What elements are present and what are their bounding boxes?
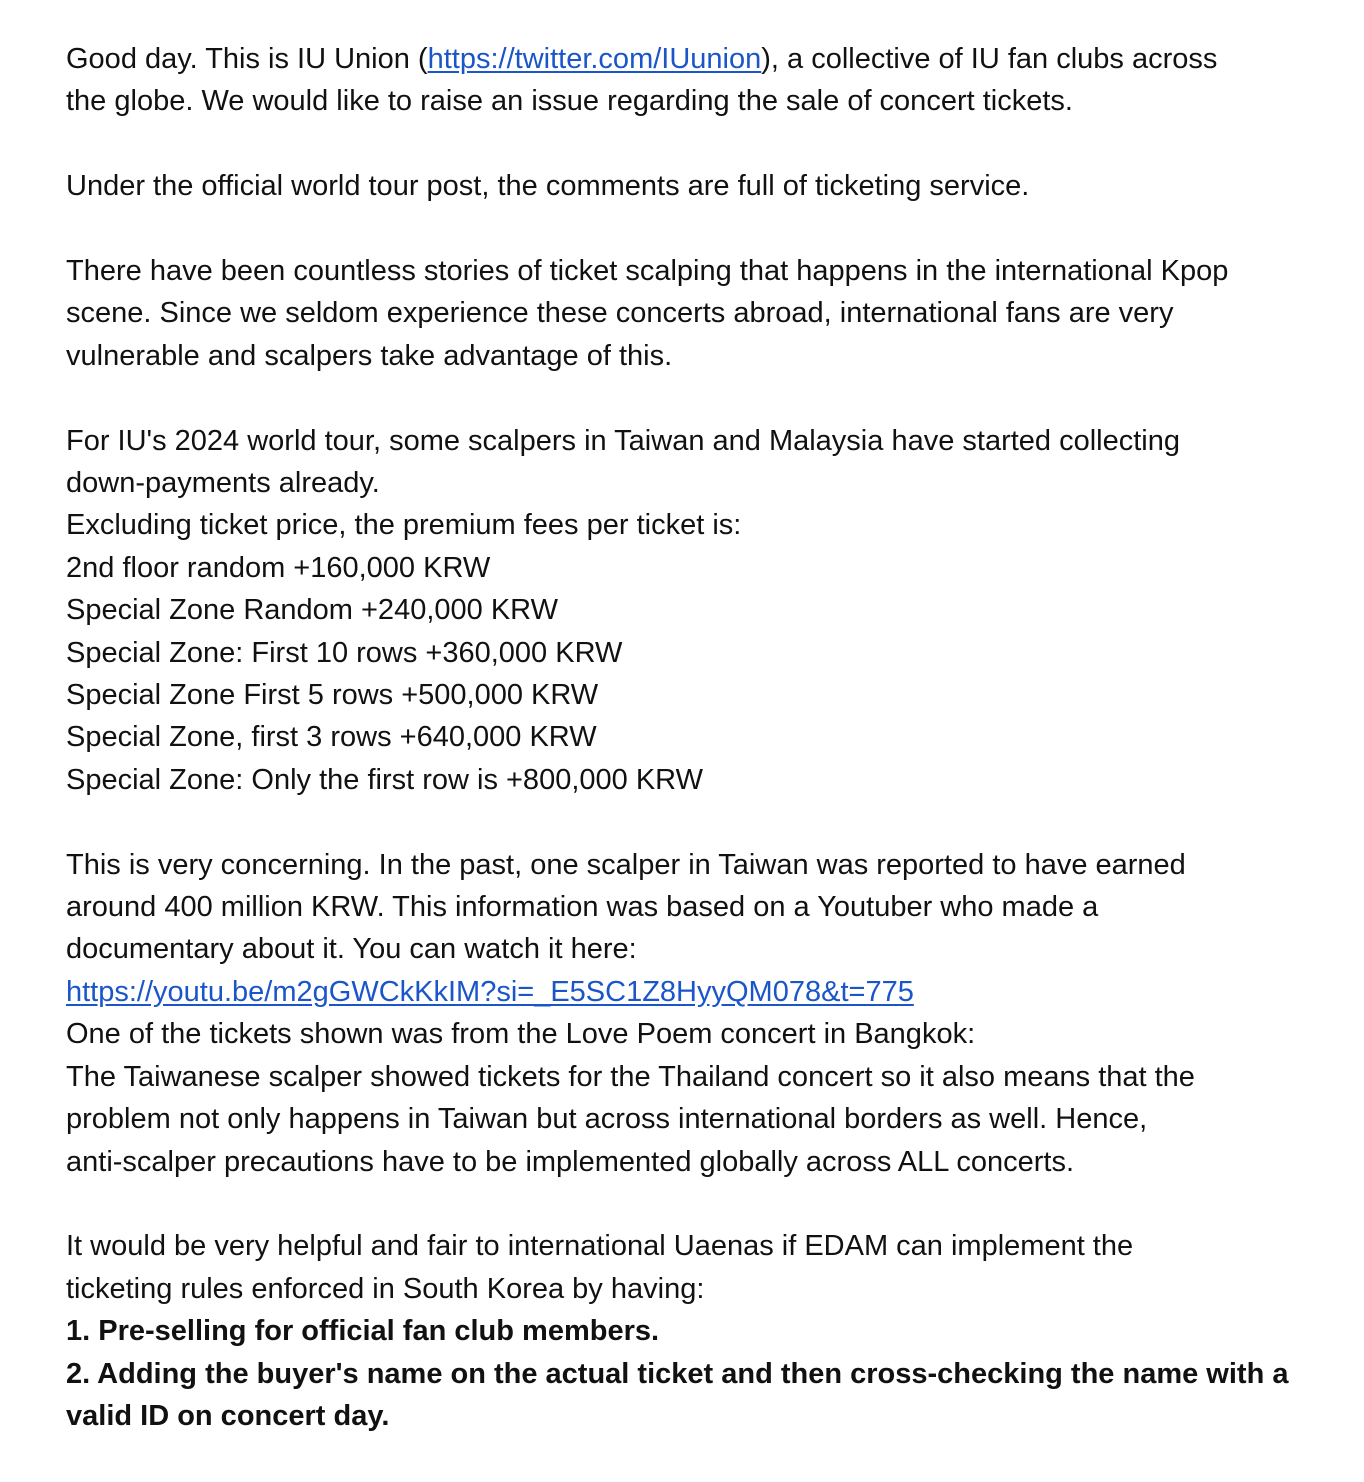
comments-paragraph <box>66 165 1336 207</box>
intro-text-after-link: ), a collective of IU fan clubs across <box>761 43 1218 75</box>
concern-line: This is very concerning. In the past, one scalper in Taiwan was reported to have earned <box>66 848 1186 881</box>
fee-item: Special Zone First 5 rows +500,000 KRW <box>66 679 599 712</box>
fee-item: Special Zone: First 10 rows +360,000 KRW <box>66 636 623 669</box>
intro-text-before-link: Good day. This is IU Union ( <box>66 43 428 75</box>
scalping-line: There have been countless stories of ticket scalping that happens in the international Kpop <box>66 255 1229 287</box>
request-line: ticketing rules enforced in South Korea by having: <box>66 1272 705 1305</box>
comments-line: Under the official world tour post, the comments are full of ticketing service. <box>66 170 1030 203</box>
request-line: It would be very helpful and fair to international Uaenas if EDAM can implement the <box>66 1230 1134 1263</box>
email-body <box>66 38 1336 1480</box>
concern-line: problem not only happens in Taiwan but across international borders as well. Hence, <box>66 1103 1148 1136</box>
fee-item: Special Zone: Only the first row is +800,000 KRW <box>66 763 703 796</box>
youtube-link[interactable]: https://youtu.be/m2gGWCkKkIM?si=_E5SC1Z8HyyQM078&t=775 <box>66 975 914 1008</box>
concern-line: One of the tickets shown was from the Love Poem concert in Bangkok: <box>66 1018 976 1051</box>
fee-item: Special Zone Random +240,000 KRW <box>66 594 558 627</box>
scalping-line: scene. Since we seldom experience these concerts abroad, international fans are very <box>66 297 1174 330</box>
concern-line: around 400 million KRW. This information was based on a Youtuber who made a <box>66 891 1099 924</box>
fee-item: 2nd floor random +160,000 KRW <box>66 551 491 584</box>
tour-line: down-payments already. <box>66 467 380 500</box>
concern-line: anti-scalper precautions have to be implemented globally across ALL concerts. <box>66 1145 1075 1178</box>
concern-line: documentary about it. You can watch it here: <box>66 933 637 966</box>
scalping-line: vulnerable and scalpers take advantage of this. <box>66 339 673 372</box>
fee-item: Special Zone, first 3 rows +640,000 KRW <box>66 721 597 754</box>
tour-line: For IU's 2024 world tour, some scalpers in Taiwan and Malaysia have started collecting <box>66 424 1180 457</box>
intro-line-1 <box>66 38 1336 80</box>
scalping-paragraph <box>66 250 1336 377</box>
fees-heading: Excluding ticket price, the premium fees per ticket is: <box>66 509 742 542</box>
request-paragraph <box>66 1225 1336 1437</box>
concern-line: The Taiwanese scalper showed tickets for the Thailand concert so it also means that the <box>66 1060 1195 1093</box>
youtube-link-line <box>66 971 1336 1013</box>
request-item-presale: 1. Pre-selling for official fan club members. <box>66 1315 660 1348</box>
request-item-name-check: 2. Adding the buyer's name on the actual ticket and then cross-checking the name with a <box>66 1357 1289 1390</box>
request-item-name-check-cont: valid ID on concert day. <box>66 1399 390 1432</box>
twitter-link[interactable]: https://twitter.com/IUunion <box>427 43 762 75</box>
intro-line-2: the globe. We would like to raise an issue regarding the sale of concert tickets. <box>66 85 1073 118</box>
intro-paragraph <box>66 38 1336 123</box>
concern-paragraph <box>66 844 1336 1183</box>
tour-fees-paragraph <box>66 420 1336 802</box>
